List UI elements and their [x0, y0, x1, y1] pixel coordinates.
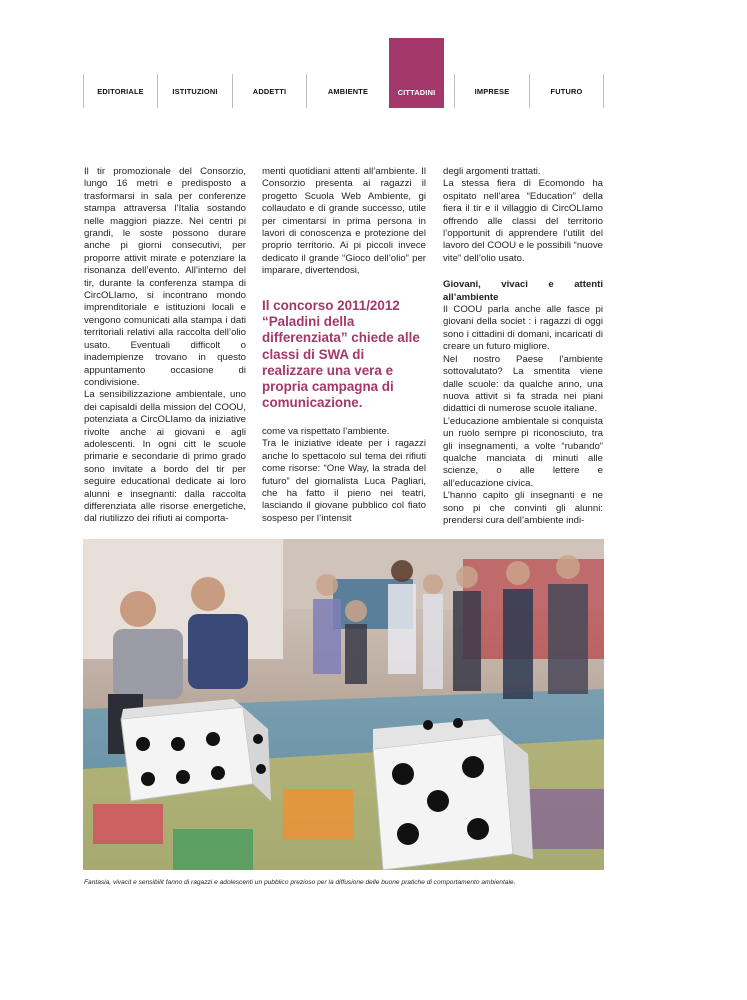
tab-cittadini[interactable]: [389, 38, 444, 108]
column-1: [84, 166, 246, 526]
tab-label: ISTITUZIONI: [172, 86, 218, 96]
paragraph: L’educazione ambientale si conquista un ruolo sempre pi riconosciuto, tra gli insegnamenti, a volte “rubando” qualche manciata di minuti alle scienze, o alle lettere e all’educazione civica.: [443, 415, 603, 489]
tab-label: ADDETTI: [252, 86, 287, 96]
column-3: [443, 166, 603, 527]
tab-editoriale[interactable]: [83, 74, 157, 108]
tab-futuro[interactable]: [529, 74, 603, 108]
paragraph: L’hanno capito gli insegnanti e ne sono pi che convinti gli alunni: prendersi cura dell’ambiente indi-: [443, 490, 603, 526]
paragraph: Il COOU parla anche alle fasce pi giovani della societ : i ragazzi di oggi sono i cittadini di domani, incaricati di creare un futuro migliore.: [443, 304, 603, 353]
nav-divider: [603, 74, 604, 108]
tab-addetti[interactable]: [232, 74, 306, 108]
section-nav: [0, 0, 747, 110]
paragraph: Tra le iniziative ideate per i ragazzi anche lo spettacolo sul tema dei rifiuti come risorse: “One Way, la strada del futuro” del giornalista Luca Pagliari, che ha fatto il pieno nei teatri, lasciando il giovane pubblico col fiato sospeso per l’intensit: [262, 438, 426, 524]
column-2-lower: [262, 426, 426, 525]
paragraph: come va rispettato l’ambiente.: [262, 426, 390, 437]
photo-caption: Fantasia, vivacit e sensibilit fanno di ragazzi e adolescenti un pubblico prezioso per la diffusione delle buone pratiche di comportamento ambientale.: [84, 879, 516, 886]
paragraph: Il tir promozionale del Consorzio, lungo 16 metri e predisposto a trasformarsi in sala per conferenze stampa attraversa l’Italia sostando nelle maggiori piazze. Nei centri pi grandi, le soste possono durare anche pi giorni consecutivi, per proporre attivit mirate e potenziare la risonanza dell’evento. All’interno del tir, durante la conferenza stampa di CircOLIamo, si incontrano mondo imprenditoriale e istituzioni locali e vengono comunicati alla stampa i dati territoriali relativi alla raccolta dell’olio usato. Eventuali difficolt o inadempienze trovano in questo appuntamento occasione di condivisione.: [84, 166, 246, 388]
pull-quote: Il concorso 2011/2012 “Paladini della differenziata” chiede alle classi di SWA di realizzare una vera e propria campagna di comunicazione.: [262, 298, 420, 411]
tab-label: AMBIENTE: [327, 86, 369, 96]
paragraph: Nel nostro Paese l’ambiente sottovalutato? La smentita viene dalle scuole: da qualche anno, una nuova attivit si fa strada nei piani didattici di numerose scuole italiane.: [443, 353, 603, 415]
paragraph: degli argomenti trattati.: [443, 166, 541, 177]
tab-ambiente[interactable]: [306, 74, 389, 108]
paragraph: menti quotidiani attenti all’ambiente. Il Consorzio presenta ai ragazzi il progetto Scuola Web Ambiente, gi collaudato e di grande successo, utile per cimentarsi in prima persona in lavori di conoscenza e protezione del proprio territorio. Ai pi piccoli invece dedicato il grande “Gioco dell’olio” per imparare, divertendosi,: [262, 166, 426, 277]
tab-istituzioni[interactable]: [157, 74, 232, 108]
tab-label: EDITORIALE: [97, 86, 144, 96]
column-2: [262, 166, 426, 278]
tab-label: FUTURO: [550, 86, 583, 96]
tab-imprese[interactable]: [454, 74, 529, 108]
paragraph: La sensibilizzazione ambientale, uno dei capisaldi della mission del COOU, potenziata a CircOLIamo da iniziative rivolte anche ai giovani e agli adolescenti. In ogni citt le scuole primarie e secondarie di primo grado sono invitate a bordo del tir per seguire educational dedicate ai loro alunni e insegnanti: dalla raccolta differenziata alle risorse energetiche, dal riutilizzo dei rifiuti ai comporta-: [84, 389, 246, 525]
tab-label: IMPRESE: [474, 86, 510, 96]
tab-label: CITTADINI: [397, 88, 436, 97]
subheading: Giovani, vivaci e attenti all’ambiente: [443, 279, 603, 303]
paragraph: La stessa fiera di Ecomondo ha ospitato nell’area “Education” della fiera il tir e il villaggio di CircOLIamo offrendo alle classi del territorio l’opportunit di apprendere l’utilit del lavoro del COOU e le possibili “nuove vite” dell’olio usato.: [443, 178, 603, 264]
children-playing-dice-photo: [83, 539, 604, 870]
